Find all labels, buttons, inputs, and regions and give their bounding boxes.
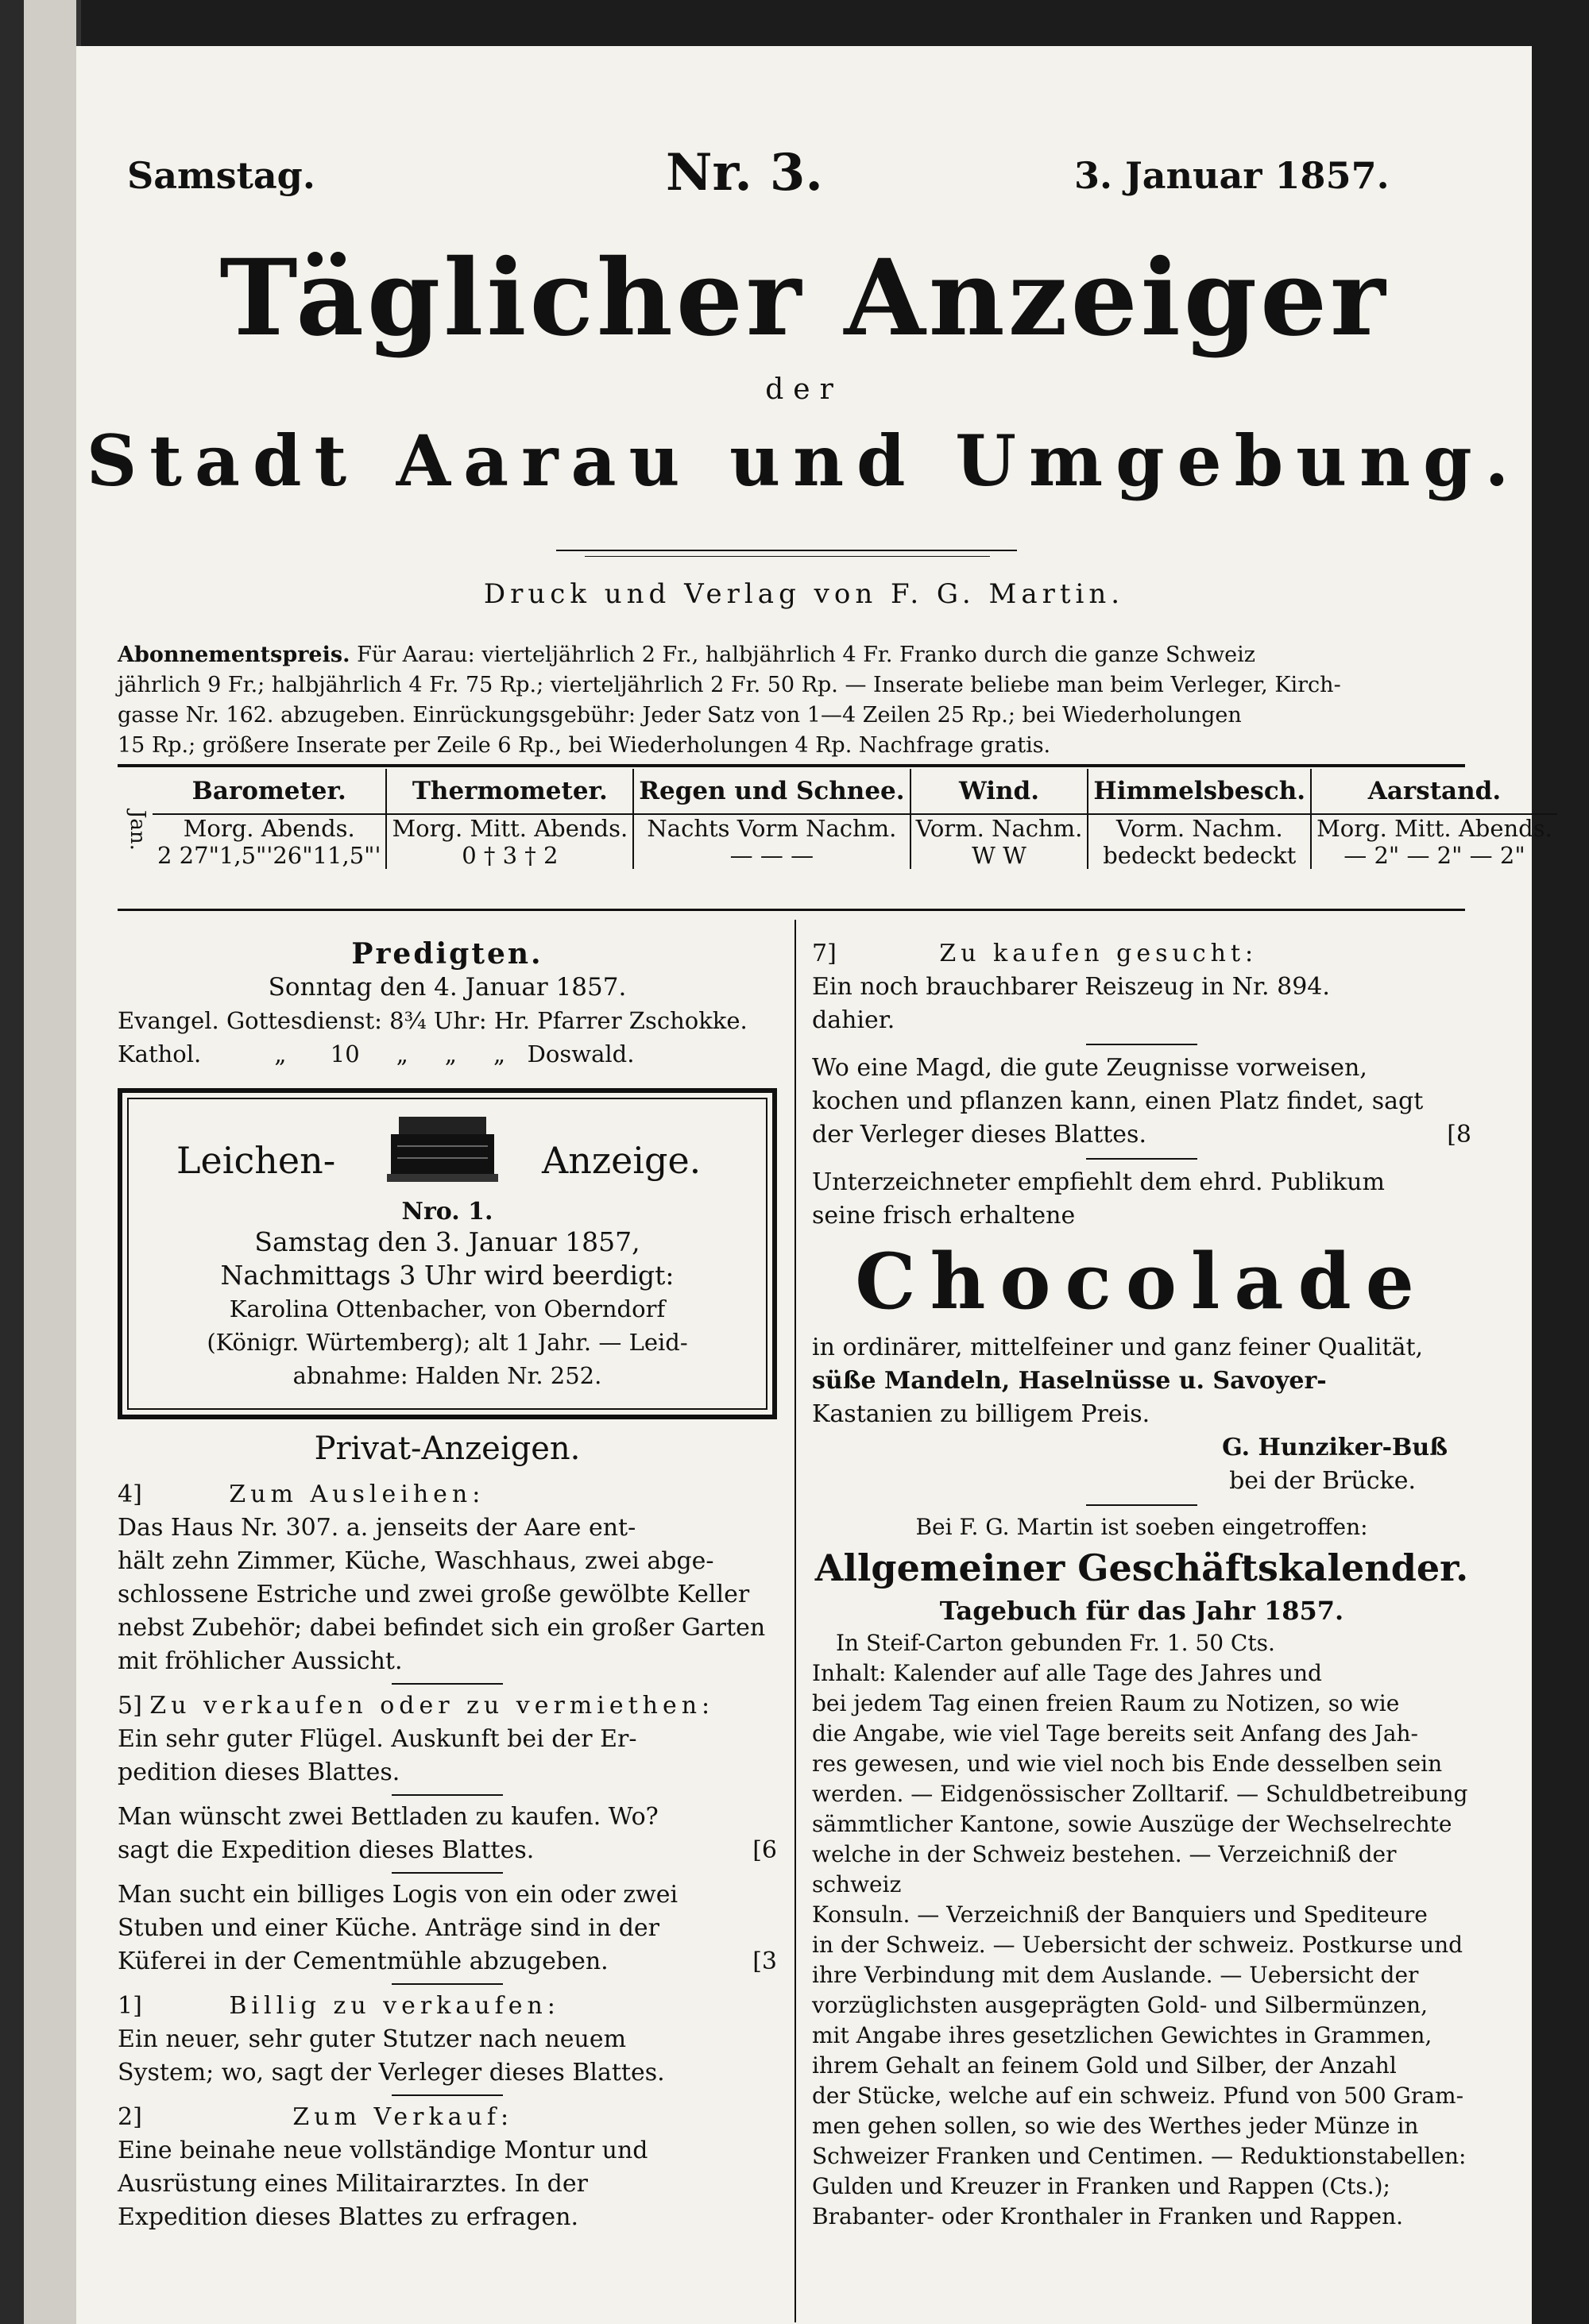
weather-subheader: Vorm. Nachm.: [1088, 814, 1311, 842]
adjacent-page-edge: [0, 0, 81, 2324]
kalender-line: Gulden und Kreuzer in Franken und Rappen (Cts.);: [812, 2173, 1390, 2199]
ad-verkaufen-vermiethen: [118, 1689, 777, 1789]
ad-line: Eine beinahe neue vollständige Montur und: [118, 2137, 648, 2164]
masthead-subtitle: Stadt Aarau und Umgebung.: [86, 419, 1522, 502]
kalender-price: In Steif-Carton gebunden Fr. 1. 50 Cts.: [836, 1630, 1275, 1656]
ad-zum-ausleihen: [118, 1478, 777, 1678]
kalender-line: Schweizer Franken und Centimen. — Reduktionstabellen:: [812, 2143, 1467, 2169]
ad-line: hält zehn Zimmer, Küche, Waschhaus, zwei abge-: [118, 1547, 714, 1575]
death-notice-line: Karolina Ottenbacher, von Oberndorf: [229, 1295, 666, 1322]
kalender-line: bei jedem Tag einen freien Raum zu Notizen, so wie: [812, 1690, 1400, 1716]
subscription-label: Abonnementspreis.: [118, 643, 350, 667]
ad-line: mit fröhlicher Aussicht.: [118, 1647, 403, 1675]
kalender-line: ihre Verbindung mit dem Auslande. — Uebersicht der: [812, 1962, 1419, 1988]
masthead-date: 3. Januar 1857.: [1074, 154, 1390, 197]
predigten-date: Sonntag den 4. Januar 1857.: [268, 973, 627, 1002]
predigten-evangel: Evangel. Gottesdienst: 8¾ Uhr: Hr. Pfarrer Zschokke.: [118, 1007, 748, 1034]
ad-line: süße Mandeln, Haselnüsse u. Savoyer-: [812, 1367, 1327, 1395]
kalender-title: Allgemeiner Geschäftskalender.: [814, 1546, 1469, 1589]
ad-separator: [392, 1794, 503, 1796]
ad-line: nebst Zubehör; dabei befindet sich ein großer Garten: [118, 1614, 766, 1642]
ad-heading: Zum Ausleihen:: [229, 1480, 485, 1508]
ad-line: schlossene Estriche und zwei große gewölbte Keller: [118, 1581, 750, 1608]
rule-below-weather: [118, 909, 1465, 911]
ad-heading: Zu verkaufen oder zu vermiethen:: [149, 1692, 715, 1720]
subscription-line: Für Aarau: vierteljährlich 2 Fr., halbjährlich 4 Fr. Franko durch die ganze Schweiz: [357, 643, 1256, 667]
ad-line: Unterzeichneter empfiehlt dem ehrd. Publikum: [812, 1168, 1385, 1196]
ad-number: 4]: [118, 1480, 142, 1508]
ad-line: Ein noch brauchbarer Reiszeug in Nr. 894.: [812, 973, 1330, 1001]
weather-subheader: Morg. Abends.: [183, 815, 355, 842]
ad-number: 1]: [118, 1992, 142, 2020]
death-notice-title-left: Leichen-: [176, 1139, 336, 1182]
kalender-line: Inhalt: Kalender auf alle Tage des Jahres und: [812, 1660, 1322, 1686]
kalender-line: die Angabe, wie viel Tage bereits seit Anfang des Jah-: [812, 1720, 1419, 1747]
ad-line: Stuben und einer Küche. Anträge sind in der: [118, 1914, 660, 1942]
ad-line: Man sucht ein billiges Logis von ein oder zwei: [118, 1881, 679, 1909]
rule-above-weather: [118, 764, 1465, 767]
weather-header: Regen und Schnee.: [633, 769, 910, 814]
ad-separator: [1086, 1158, 1197, 1160]
weather-value: 2 27"1,5"'26"11,5"': [157, 842, 381, 869]
ad-tag: [6: [752, 1836, 777, 1864]
masthead-der: der: [765, 373, 843, 406]
weather-value: W W: [910, 842, 1088, 869]
kalender-line: welche in der Schweiz bestehen. — Verzeichniß der schweiz: [812, 1841, 1397, 1897]
ad-bettladen: [118, 1801, 777, 1867]
kalender-line: mit Angabe ihres gesetzlichen Gewichtes in Grammen,: [812, 2022, 1432, 2048]
weather-subheader: Nachts Vorm Nachm.: [633, 814, 910, 842]
kalender-line: werden. — Eidgenössischer Zolltarif. — Schuldbetreibung: [812, 1781, 1468, 1807]
ad-magd: [812, 1052, 1471, 1152]
masthead-day: Samstag.: [127, 154, 315, 197]
ad-line: Ausrüstung eines Militairarztes. In der: [118, 2170, 588, 2198]
kalender-line: der Stücke, welche auf ein schweiz. Pfund von 500 Gram-: [812, 2083, 1464, 2109]
ad-heading: Billig zu verkaufen:: [229, 1992, 560, 2020]
weather-value: bedeckt bedeckt: [1088, 842, 1311, 869]
subscription-block: [118, 640, 1500, 761]
ad-line: Ein sehr guter Flügel. Auskunft bei der Er-: [118, 1725, 637, 1753]
weather-subheader: Vorm. Nachm.: [910, 814, 1088, 842]
coffin-icon: [383, 1110, 502, 1190]
ad-separator: [392, 1872, 503, 1874]
book-spine: [0, 0, 24, 2324]
ad-line: seine frisch erhaltene: [812, 1202, 1076, 1230]
kalender-line: res gewesen, und wie viel noch bis Ende desselben sein: [812, 1751, 1443, 1777]
weather-month-label: Jan.: [126, 810, 149, 851]
death-notice: [118, 1088, 777, 1419]
ad-line: in ordinärer, mittelfeiner und ganz feiner Qualität,: [812, 1334, 1424, 1361]
ad-line: Man wünscht zwei Bettladen zu kaufen. Wo?: [118, 1803, 659, 1831]
ad-tag: [3: [752, 1948, 777, 1975]
ad-line: pedition dieses Blattes.: [118, 1758, 400, 1786]
weather-header: Wind.: [910, 769, 1088, 814]
ad-number: 7]: [812, 940, 837, 967]
ad-number: 2]: [118, 2103, 142, 2131]
weather-value: — — —: [633, 842, 910, 869]
ad-line: kochen und pflanzen kann, einen Platz findet, sagt: [812, 1087, 1424, 1115]
ad-reiszeug: [812, 937, 1471, 1037]
weather-subheader: Morg. Mitt. Abends.: [386, 814, 633, 842]
weather-header: Barometer.: [153, 769, 386, 814]
subscription-line: jährlich 9 Fr.; halbjährlich 4 Fr. 75 Rp.; vierteljährlich 2 Fr. 50 Rp. — Inserate beliebe man beim Verleger, Kirch-: [118, 673, 1341, 697]
ad-line: dahier.: [812, 1006, 895, 1034]
ad-kalender: [812, 1512, 1471, 2232]
death-notice-title-right: Anzeige.: [542, 1139, 702, 1182]
ad-line: Wo eine Magd, die gute Zeugnisse vorweisen,: [812, 1054, 1367, 1082]
ad-separator: [1086, 1044, 1197, 1045]
ad-logis: [118, 1878, 777, 1978]
private-ads-title: Privat-Anzeigen.: [314, 1430, 581, 1467]
weather-header: Himmelsbesch.: [1088, 769, 1311, 814]
kalender-intro: Bei F. G. Martin ist soeben eingetroffen:: [915, 1514, 1368, 1540]
kalender-line: vorzüglichsten ausgeprägten Gold- und Silbermünzen,: [812, 1992, 1428, 2018]
weather-value: — 2" — 2" — 2": [1311, 842, 1557, 869]
kalender-line: in der Schweiz. — Uebersicht der schweiz. Postkurse und: [812, 1932, 1463, 1958]
ornament-rule: [556, 550, 1017, 551]
weather-value: 0 † 3 † 2: [386, 842, 633, 869]
death-notice-line: Nachmittags 3 Uhr wird beerdigt:: [220, 1260, 675, 1291]
ornament-rule-thin: [585, 556, 990, 557]
kalender-line: sämmtlicher Kantone, sowie Auszüge der Wechselrechte: [812, 1811, 1452, 1837]
ad-line: Kastanien zu billigem Preis.: [812, 1400, 1150, 1428]
death-notice-line: Samstag den 3. Januar 1857,: [254, 1226, 640, 1257]
kalender-line: men gehen sollen, so wie des Werthes jeder Münze in: [812, 2113, 1419, 2139]
ad-chocolade: [812, 1166, 1471, 1498]
column-divider: [794, 920, 796, 2322]
ad-signer: G. Hunziker-Buß: [1222, 1434, 1448, 1461]
death-notice-line: abnahme: Halden Nr. 252.: [292, 1362, 602, 1389]
masthead-title: Täglicher Anzeiger: [219, 237, 1389, 360]
left-column: [118, 937, 777, 2234]
ad-heading: Zum Verkauf:: [292, 2103, 514, 2131]
weather-subheader: Morg. Mitt. Abends.: [1311, 814, 1557, 842]
ad-separator: [392, 1983, 503, 1985]
kalender-line: ihrem Gehalt an feinem Gold und Silber, der Anzahl: [812, 2052, 1397, 2079]
ad-stutzer: [118, 1990, 777, 2090]
newspaper-page: [76, 46, 1552, 2324]
death-notice-line: (Königr. Würtemberg); alt 1 Jahr. — Leid-: [207, 1329, 688, 1356]
kalender-line: Brabanter- oder Kronthaler in Franken und Rappen.: [812, 2203, 1404, 2229]
ad-separator: [1086, 1504, 1197, 1506]
ad-separator: [392, 2094, 503, 2096]
weather-header: Thermometer.: [386, 769, 633, 814]
ad-line: der Verleger dieses Blattes.: [812, 1121, 1146, 1148]
weather-header: Aarstand.: [1311, 769, 1557, 814]
chocolade-headline: Chocolade: [855, 1237, 1429, 1326]
predigten-kathol: Kathol. „ 10 „ „ „ Doswald.: [118, 1040, 635, 1067]
right-column: [812, 937, 1471, 2232]
kalender-subtitle: Tagebuch für das Jahr 1857.: [939, 1596, 1344, 1626]
kalender-line: Konsuln. — Verzeichniß der Banquiers und Spediteure: [812, 1901, 1428, 1928]
ad-line: Expedition dieses Blattes zu erfragen.: [118, 2203, 579, 2231]
subscription-line: gasse Nr. 162. abzugeben. Einrückungsgebühr: Jeder Satz von 1—4 Zeilen 25 Rp.; bei Wiederholungen: [118, 703, 1242, 728]
ad-line: sagt die Expedition dieses Blattes.: [118, 1836, 535, 1864]
ad-line: System; wo, sagt der Verleger dieses Blattes.: [118, 2059, 665, 2087]
ad-tag: [8: [1447, 1121, 1471, 1148]
ad-line: Das Haus Nr. 307. a. jenseits der Aare ent-: [118, 1514, 636, 1542]
ad-heading: Zu kaufen gesucht:: [939, 940, 1258, 967]
ad-separator: [392, 1683, 503, 1685]
ad-line: Küferei in der Cementmühle abzugeben.: [118, 1948, 609, 1975]
death-notice-number: Nro. 1.: [401, 1198, 493, 1226]
ad-line: Ein neuer, sehr guter Stutzer nach neuem: [118, 2025, 627, 2053]
ad-number: 5]: [118, 1692, 142, 1720]
predigten-title: Predigten.: [351, 937, 543, 971]
ad-montur: [118, 2101, 777, 2234]
ad-signer-location: bei der Brücke.: [1229, 1467, 1416, 1495]
publisher-line: Druck und Verlag von F. G. Martin.: [483, 578, 1125, 610]
masthead-issue: Nr. 3.: [666, 143, 823, 203]
subscription-line: 15 Rp.; größere Inserate per Zeile 6 Rp., bei Wiederholungen 4 Rp. Nachfrage gratis.: [118, 733, 1051, 758]
